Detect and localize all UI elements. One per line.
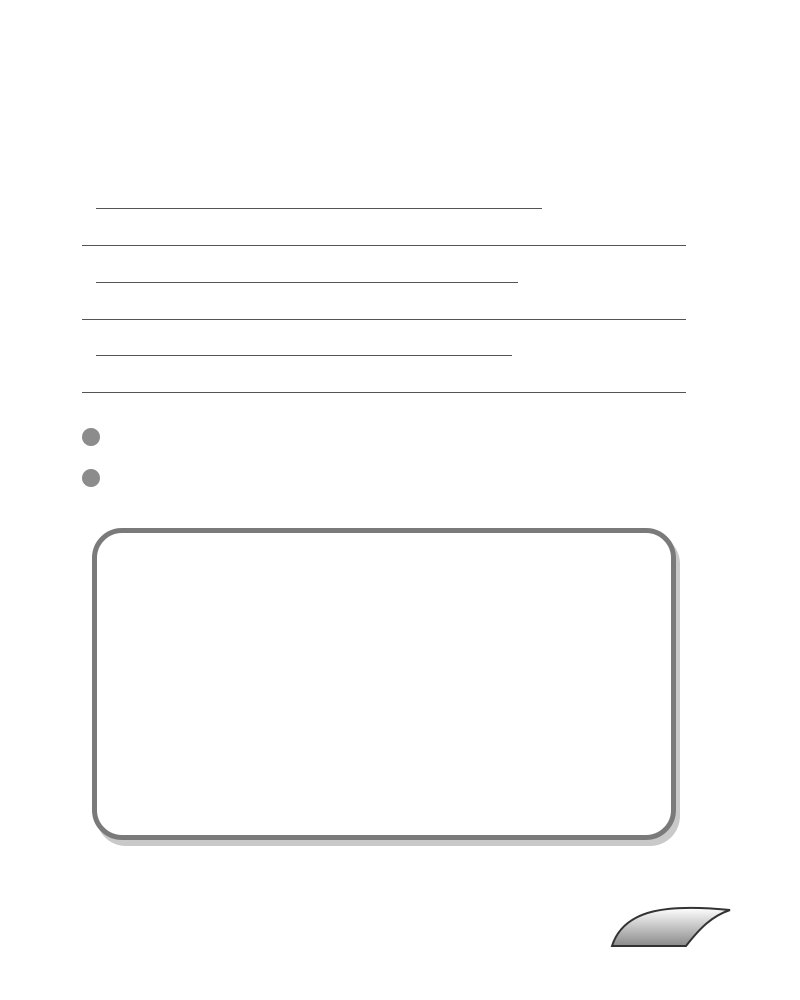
page-number — [632, 898, 682, 942]
answer-line-yellow[interactable] — [96, 262, 518, 283]
fill-row-red — [82, 335, 512, 356]
bullet-icon — [82, 428, 100, 446]
fill-row-yellow — [82, 262, 518, 283]
task-item — [82, 469, 116, 487]
bullet-icon — [82, 469, 100, 487]
answer-line-blue-2[interactable] — [82, 245, 686, 246]
task-item — [82, 428, 116, 446]
leaf-border-icon — [40, 56, 740, 86]
answer-line-blue[interactable] — [96, 188, 542, 209]
answer-line-red-2[interactable] — [82, 392, 686, 393]
rule-text — [118, 548, 662, 558]
top-leaf-border — [40, 56, 740, 86]
rule-box — [92, 528, 676, 840]
answer-line-red[interactable] — [96, 335, 512, 356]
fill-row-blue — [82, 188, 542, 209]
answer-line-yellow-2[interactable] — [82, 319, 686, 320]
